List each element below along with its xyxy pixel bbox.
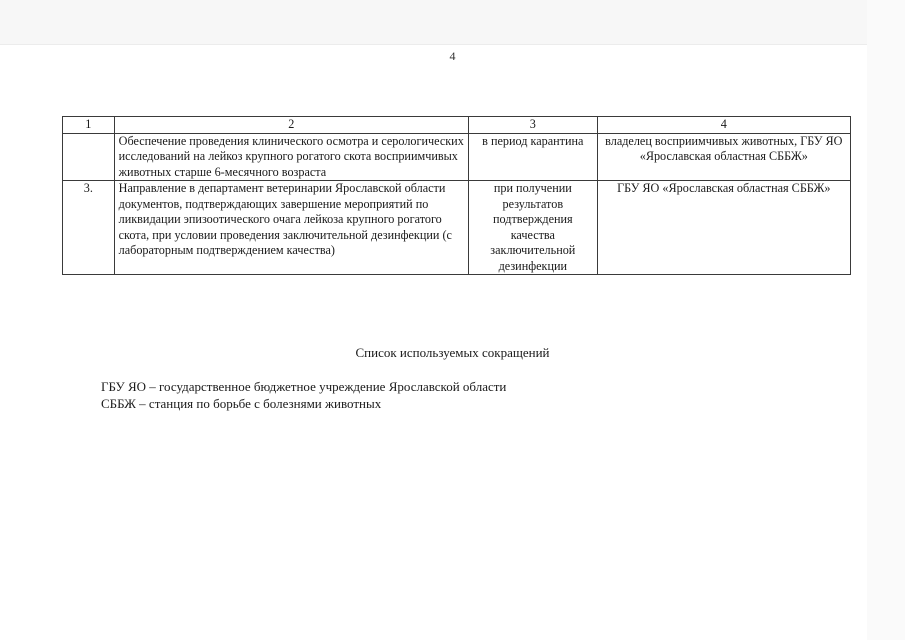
abbreviation-item: ГБУ ЯО – государственное бюджетное учреждение Ярославской области [101,379,507,394]
table-row [63,133,851,181]
row-action: Обеспечение проведения клинического осмотра и серологических исследований на лейкоз крупного рогатого скота восприимчивых животных старше 6-месячного возраста [114,133,468,181]
abbreviations-title: Список используемых сокращений [355,345,550,360]
row-term: в период карантина [469,133,598,181]
scan-top-band [0,0,905,45]
abbreviation-item: СББЖ – станция по борьбе с болезнями животных [101,396,382,411]
row-number [63,133,115,181]
table-row [63,181,851,275]
row-number: 3. [63,181,115,275]
row-responsible: владелец восприимчивых животных, ГБУ ЯО «Ярославская областная СББЖ» [597,133,850,181]
row-action: Направление в департамент ветеринарии Ярославской области документов, подтверждающих завершение мероприятий по ликвидации эпизоотического очага лейкоза крупного рогатого скота, при условии проведения заключительной дезинфекции (с лабораторным подтверждением качества) [114,181,468,275]
measures-table [62,116,851,275]
table-header-row [63,117,851,134]
header-col-4: 4 [597,117,850,134]
header-col-3: 3 [469,117,598,134]
page-number: 4 [449,49,456,63]
row-term: при получении результатов подтверждения качества заключительной дезинфекции [469,181,598,275]
scan-right-edge [867,0,905,640]
header-col-1: 1 [63,117,115,134]
header-col-2: 2 [114,117,468,134]
row-responsible: ГБУ ЯО «Ярославская областная СББЖ» [597,181,850,275]
